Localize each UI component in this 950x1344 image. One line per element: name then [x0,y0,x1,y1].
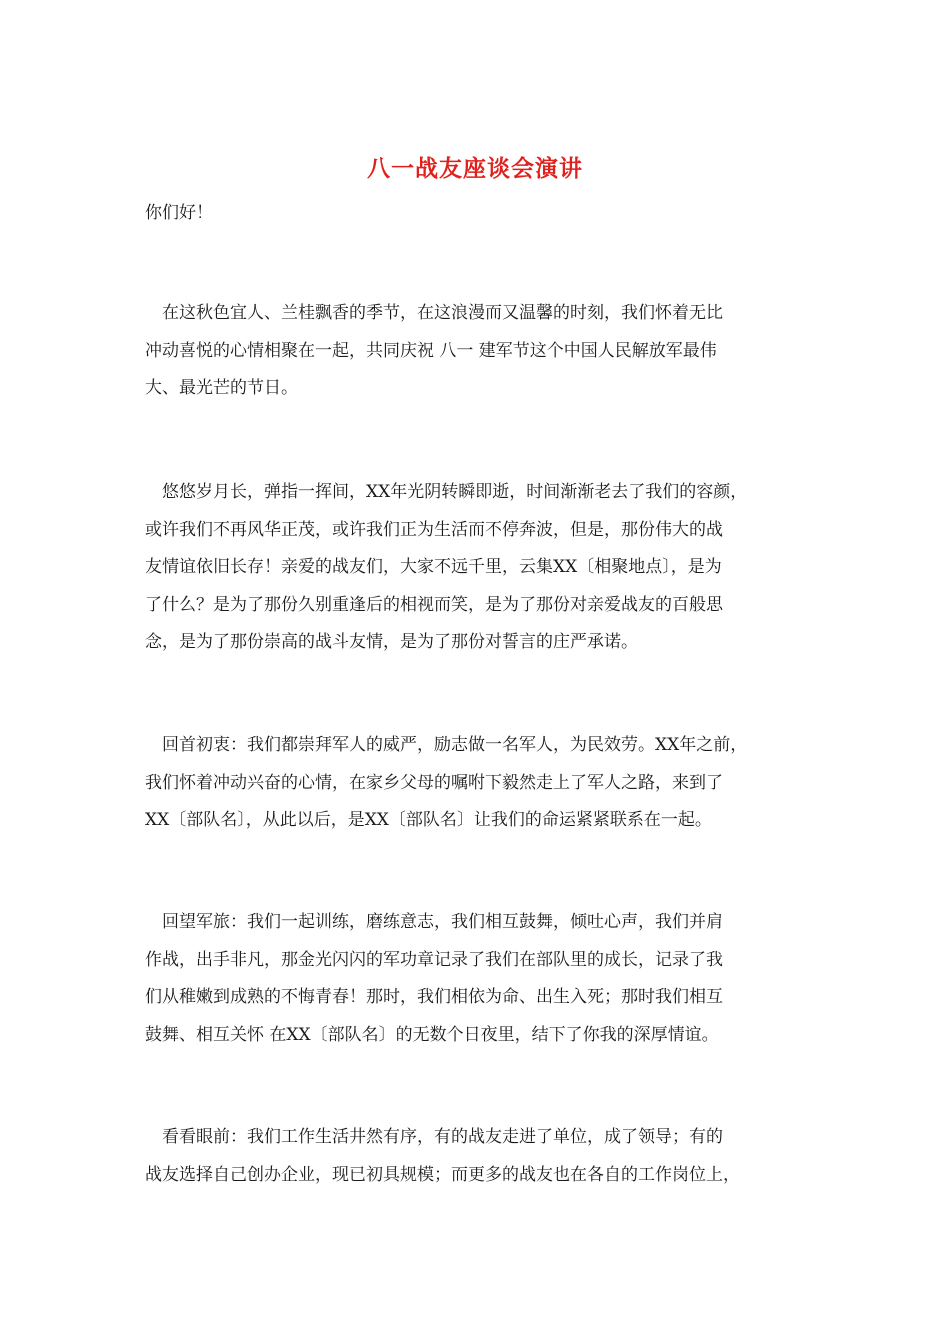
text-line: 回望军旅：我们一起训练，磨练意志，我们相互鼓舞，倾吐心声，我们并肩 [145,912,723,932]
text-line: 战友选择自己创办企业，现已初具规模；而更多的战友也在各自的工作岗位上， [145,1164,740,1185]
paragraph [145,295,805,408]
text-line: 悠悠岁月长，弹指一挥间，XX年光阴转瞬即逝，时间渐渐老去了我们的容颜， [145,482,748,502]
text-line: 念，是为了那份崇高的战斗友情，是为了那份对誓言的庄严承诺。 [145,632,638,652]
paragraph [145,1119,805,1194]
text-line: 冲动喜悦的心情相聚在一起，共同庆祝 八一 建军节这个中国人民解放军最伟 [145,340,717,361]
text-line: 作战，出手非凡，那金光闪闪的军功章记录了我们在部队里的成长，记录了我 [145,949,723,970]
text-line: 回首初衷：我们都崇拜军人的威严，励志做一名军人，为民效劳。XX年之前， [145,735,748,755]
text-line: 鼓舞、相互关怀 在XX〔部队名〕的无数个日夜里，结下了你我的深厚情谊。 [145,1024,719,1045]
paragraph [145,904,805,1054]
paragraph [145,727,805,840]
text-line: XX〔部队名〕，从此以后，是XX〔部队名〕让我们的命运紧紧联系在一起。 [145,810,712,830]
text-line: 在这秋色宜人、兰桂飘香的季节，在这浪漫而又温馨的时刻，我们怀着无比 [145,303,723,323]
text-line: 了什么？是为了那份久别重逢后的相视而笑，是为了那份对亲爱战友的百般思 [145,594,723,615]
paragraph [145,474,805,662]
greeting: 你们好！ [145,203,213,223]
text-line: 我们怀着冲动兴奋的心情，在家乡父母的嘱咐下毅然走上了军人之路，来到了 [145,772,723,793]
document-title: 八一战友座谈会演讲 [367,155,583,182]
text-line: 看看眼前：我们工作生活井然有序，有的战友走进了单位，成了领导；有的 [145,1127,723,1147]
text-line: 们从稚嫩到成熟的不悔青春！那时，我们相依为命、出生入死；那时我们相互 [145,987,723,1007]
text-line: 或许我们不再风华正茂，或许我们正为生活而不停奔波，但是，那份伟大的战 [145,519,723,540]
text-line: 大、最光芒的节日。 [145,378,298,398]
text-line: 友情谊依旧长存！亲爱的战友们，大家不远千里，云集XX〔相聚地点〕，是为 [145,557,722,577]
